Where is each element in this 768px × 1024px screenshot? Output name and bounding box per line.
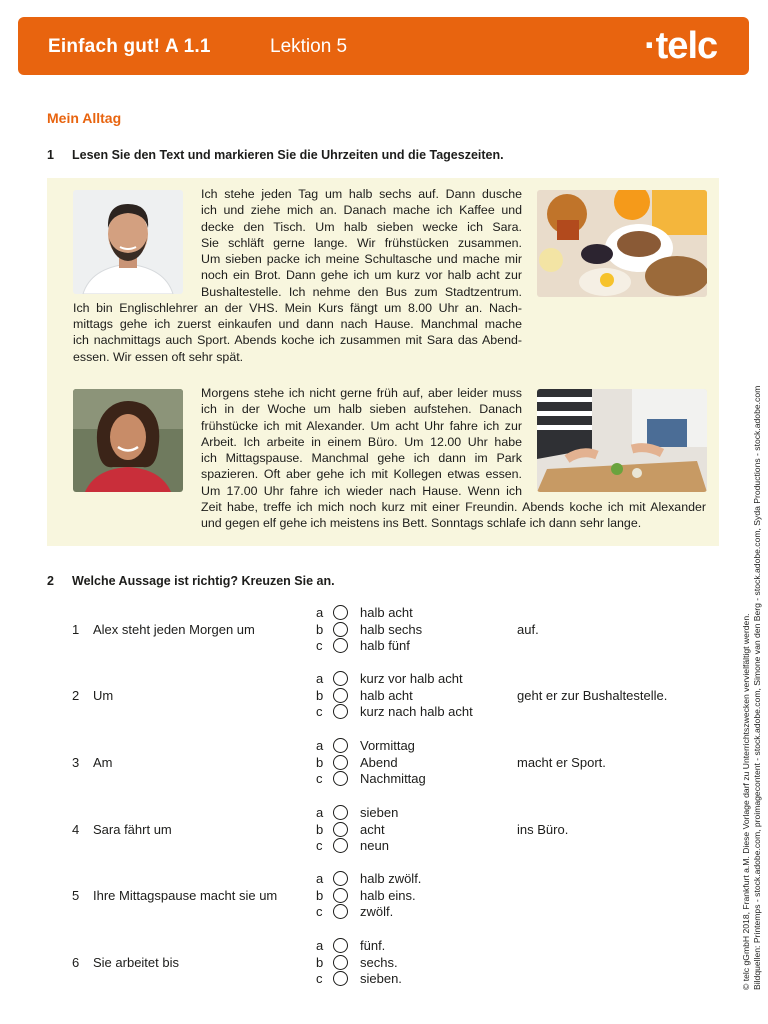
option-text: Abend [360,755,398,770]
item-stem: Alex steht jeden Morgen um [93,622,255,637]
sara-portrait [73,389,183,492]
option-text: halb zwölf. [360,871,422,886]
option-text: neun [360,838,389,853]
text-line: Um sieben packe ich meine Schultasche und mache mir [201,252,522,266]
text-line: Morgens stehe ich nicht gerne früh auf, aber leider muss [201,386,522,400]
option-a[interactable] [316,671,516,687]
item-tail: geht er zur Bushaltestelle. [517,688,668,703]
exercise-item [47,805,727,855]
option-text: sechs. [360,955,398,970]
option-text: sieben. [360,971,402,986]
option-b[interactable] [316,822,516,838]
option-c[interactable] [316,904,516,920]
item-number: 4 [72,822,80,837]
option-letter: a [316,938,324,953]
answer-radio[interactable] [333,622,348,637]
option-a[interactable] [316,605,516,621]
option-text: halb sechs [360,622,423,637]
text-line: Arbeit. Ich arbeite in einem Büro. Um 12.00 Uhr habe [201,435,522,449]
text-line: decke den Tisch. Um halb sieben wecke ich Sara. [201,220,522,234]
exercise-item [47,671,727,721]
answer-radio[interactable] [333,638,348,653]
option-letter: a [316,805,324,820]
exercise-item [47,938,727,988]
text-line: Zeit habe, treffe ich mich noch kurz mit einer Freundin. Abends koche ich mit Alexander [201,500,706,514]
option-c[interactable] [316,971,516,987]
exercise-item [47,738,727,788]
answer-radio[interactable] [333,838,348,853]
option-text: halb eins. [360,888,416,903]
text-line: und gegen elf gehe ich meistens ins Bett. Sonntags schlafe ich dann sehr lange. [201,516,642,530]
answer-radio[interactable] [333,755,348,770]
answer-radio[interactable] [333,704,348,719]
book-title: Einfach gut! A 1.1 [48,36,211,57]
option-letter: c [316,638,323,653]
option-text: halb acht [360,688,413,703]
option-letter: b [316,822,324,837]
option-letter: b [316,755,324,770]
item-tail: macht er Sport. [517,755,606,770]
text-line: Ich bin Englischlehrer an der VHS. Mein Kurs fängt um 8.00 Uhr an. Nach- [73,301,522,315]
option-text: halb acht [360,605,413,620]
option-c[interactable] [316,771,516,787]
task-text: Lesen Sie den Text und markieren Sie die Uhrzeiten und die Tageszeiten. [72,148,504,162]
text-line: mittags gehe ich zuerst einkaufen und dann nach Hause. Manchmal mache [73,317,522,331]
task-number: 2 [47,574,54,588]
option-text: halb fünf [360,638,410,653]
text-line: ich in der Woche um halb sieben aufstehen. Danach [201,402,522,416]
option-text: Nachmittag [360,771,426,786]
option-letter: b [316,955,324,970]
exercise-item [47,871,727,921]
text-line: noch ein Brot. Dann gehe ich um kurz vor halb acht zur [201,268,522,282]
item-stem: Am [93,755,113,770]
option-letter: b [316,622,324,637]
text-line: spazieren. Oft aber gehe ich mit Kollegen etwas essen. [201,467,522,481]
item-number: 3 [72,755,80,770]
option-letter: a [316,605,324,620]
option-letter: c [316,771,323,786]
breakfast-photo [537,190,707,297]
option-c[interactable] [316,838,516,854]
option-c[interactable] [316,638,516,654]
answer-radio[interactable] [333,605,348,620]
exercise-item [47,605,727,655]
image-credits-line: Bildquellen: Printemps - stock.adobe.com, proimagecontent - stock.adobe.com, Simone van den Berg - stock.adobe.com, Syda Productions - stock.adobe.com [752,385,762,990]
option-letter: c [316,838,323,853]
option-letter: c [316,704,323,719]
option-a[interactable] [316,871,516,887]
text-line: ich Mittagspause. Manchmal gehe ich dann im Park [201,451,522,465]
copyright-line: © telc gGmbH 2018, Frankfurt a.M. Diese Vorlage darf zu Unterrichtszwecken vervielfältigt werden. [741,613,751,990]
option-text: kurz vor halb acht [360,671,463,686]
text-line: Um 17.00 Uhr fahre ich wieder nach Hause. Wenn ich [201,484,522,498]
option-letter: b [316,888,324,903]
option-letter: a [316,738,324,753]
option-text: zwölf. [360,904,394,919]
text-line: Bushaltestelle. Ich nehme den Bus zum Stadtzentrum. [201,285,522,299]
option-letter: a [316,871,324,886]
item-number: 2 [72,688,80,703]
option-letter: a [316,671,324,686]
option-a[interactable] [316,738,516,754]
text-line: ich nachmittags auch Sport. Abends koche ich zusammen mit Sara das Abend- [73,333,522,347]
option-b[interactable] [316,755,516,771]
item-stem: Sie arbeitet bis [93,955,179,970]
option-letter: c [316,971,323,986]
reading-text-box [47,178,719,546]
alex-portrait [73,190,183,294]
answer-radio[interactable] [333,738,348,753]
item-number: 5 [72,888,80,903]
text-line: essen. Wir essen oft sehr spät. [73,350,244,364]
answer-radio[interactable] [333,888,348,903]
lesson-label: Lektion 5 [270,36,348,57]
option-b[interactable] [316,955,516,971]
answer-radio[interactable] [333,955,348,970]
option-letter: b [316,688,324,703]
option-b[interactable] [316,688,516,704]
text-line: ich und ziehe mich an. Danach mache ich Kaffee und [201,203,522,217]
option-a[interactable] [316,805,516,821]
task-text: Welche Aussage ist richtig? Kreuzen Sie an. [72,574,335,588]
option-b[interactable] [316,888,516,904]
answer-radio[interactable] [333,871,348,886]
item-stem: Sara fährt um [93,822,172,837]
text-line: frühstücke ich mit Alexander. Um acht Uhr fahre ich zur [201,419,522,433]
answer-radio[interactable] [333,805,348,820]
answer-radio[interactable] [333,771,348,786]
header-bar [18,17,749,75]
item-number: 1 [72,622,80,637]
item-stem: Ihre Mittagspause macht sie um [93,888,278,903]
answer-radio[interactable] [333,938,348,953]
option-text: Vormittag [360,738,415,753]
answer-radio[interactable] [333,904,348,919]
option-text: sieben [360,805,399,820]
option-a[interactable] [316,938,516,954]
telc-logo: ·telc [644,25,718,67]
option-c[interactable] [316,704,516,720]
item-tail: auf. [517,622,539,637]
option-b[interactable] [316,622,516,638]
item-number: 6 [72,955,80,970]
text-line: Sie schläft gerne lange. Wir frühstücken zusammen. [201,236,522,250]
option-letter: c [316,904,323,919]
option-text: kurz nach halb acht [360,704,473,719]
text-line: Ich stehe jeden Tag um halb sechs auf. Dann dusche [201,187,522,201]
option-text: fünf. [360,938,386,953]
section-title: Mein Alltag [47,110,122,126]
answer-radio[interactable] [333,822,348,837]
item-stem: Um [93,688,114,703]
answer-radio[interactable] [333,671,348,686]
copyright-credits [741,386,763,990]
answer-radio[interactable] [333,971,348,986]
cooking-photo [537,389,707,492]
answer-radio[interactable] [333,688,348,703]
option-text: acht [360,822,385,837]
task-number: 1 [47,148,54,162]
item-tail: ins Büro. [517,822,569,837]
